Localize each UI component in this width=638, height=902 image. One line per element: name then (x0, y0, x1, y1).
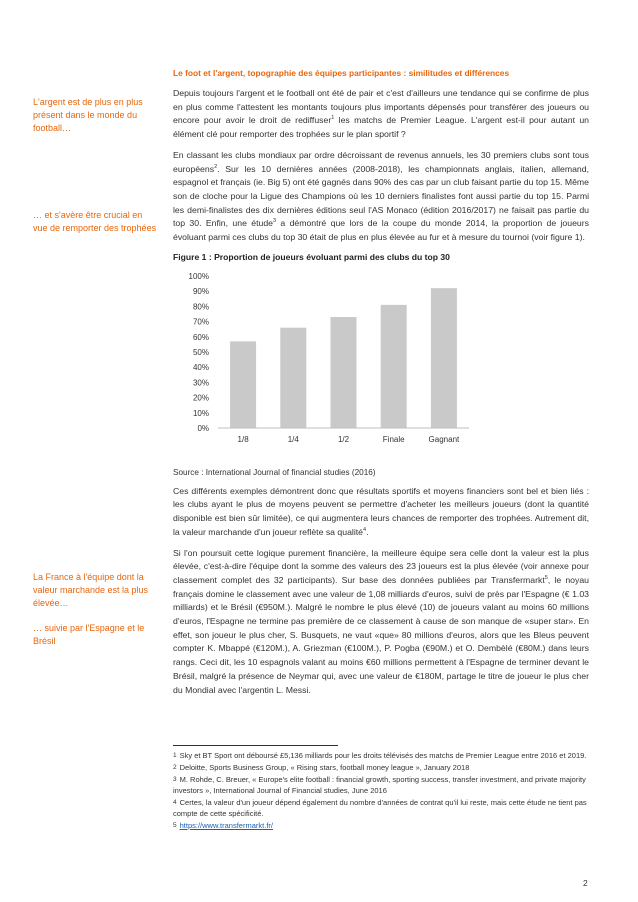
bar-chart (173, 268, 589, 458)
main-column (173, 68, 589, 704)
figure-title: Figure 1 : Proportion de joueurs évoluant parmi des clubs du top 30 (173, 251, 450, 262)
footnote-ref-5: 5 (544, 575, 548, 582)
y-tick-label: 0% (197, 423, 209, 433)
y-tick-label: 20% (192, 393, 209, 403)
bar-finale (381, 305, 407, 428)
x-tick-label: Finale (382, 434, 405, 444)
footnote-1: 1 Sky et BT Sport ont déboursé £5,136 milliards pour les droits télévisés des matchs de Premier League entre 2016 et 2019. (173, 751, 587, 760)
sidebar-note-2: … et s'avère être crucial en vue de remporter des trophées (33, 210, 157, 233)
y-tick-label: 40% (192, 362, 209, 372)
figure-source: Source : International Journal of financial studies (2016) (173, 467, 376, 477)
y-tick-label: 90% (192, 286, 209, 296)
y-tick-label: 10% (192, 408, 209, 418)
x-tick-label: 1/2 (337, 434, 350, 444)
x-tick-label: Gagnant (428, 434, 460, 444)
bar-gagnant (431, 288, 457, 428)
section-heading: Le foot et l'argent, topographie des équipes participantes : similitudes et différences (173, 68, 510, 78)
y-tick-label: 30% (192, 378, 209, 388)
sidebar-note-3: La France à l'équipe dont la valeur marchande est la plus élevée… (33, 572, 149, 608)
footnote-ref-1: 1 (331, 115, 335, 122)
x-tick-label: 1/4 (287, 434, 299, 444)
transfermarkt-link[interactable]: https://www.transfermarkt.fr/ (179, 821, 273, 830)
footnotes (173, 750, 589, 832)
paragraph-2: En classant les clubs mondiaux par ordre décroissant de revenus annuels, les 30 premiers clubs sont tous européens$^2$. Sur les 10 dernières années (2008-2018), les championnats anglais, italien, allemand, espagnol et français (ie. Big 5) ont été gagnés dans 90% des cas par un club faisant partie du top 15. Même son de cloche pour la Ligue des Champions où les 10 derniers finalistes font aussi partie du top 15. Parmi les demi-finalistes des dix dernières éditions seul l'AS Monaco (édition 2016/2017) ne faisait pas partie du top 30. Enfin, une étude$^3$ a démontré que lors de la coupe du monde 2014, la proportion de joueurs évoluant parmi ces clubs du top 30 était de plus en plus élevée au fur et à mesure du tournoi (voir figure 1). (173, 149, 589, 243)
chart-svg (173, 268, 589, 458)
paragraph-4: Si l'on poursuit cette logique purement financière, la meilleure équipe sera celle dont la valeur est la plus élevée, c'est-à-dire l'équipe dont la somme des valeurs des 23 joueurs est la plus élevée (voir annexe pour classement complet des 32 participants). Sur base des données publiées par Transfermarkt$^5$, le noyau français domine le classement avec une valeur de 1,08 milliards d'euros, suivi de près par l'Espagne (€ 1.03 milliards) et le Brésil (€950M.). Malgré le nombre le plus élevé (10) de joueurs valant au moins 60 millions d'euros, l'Espagne ne termine pas première de ce classement à cause de son manque de «super star». En effet, son joueur le plus cher, S. Busquets, ne vaut «que» 80 millions d'euros, alors que les Bleus peuvent compter K. Mbappé (€120M.), A. Griezman (€100M.), P. Pogba (€90M.) et O. Dembèlé (€80M.) dans leurs rangs. Ceci dit, les 10 espagnols valant au moins €60 millions permettent à l'Espagne de terminer devant le Brésil, malgré la présence de Neymar qui, avec une valeur de €180M, partage le titre de joueur le plus cher du Mondial avec l'argentin L. Messi. (173, 547, 589, 695)
footnote-ref-2: 2 (214, 163, 218, 170)
bar-1-2 (331, 317, 357, 428)
x-tick-label: 1/8 (237, 434, 249, 444)
bar-1-4 (280, 327, 306, 427)
sidebar-note-4: … suivie par l'Espagne et le Brésil (33, 623, 145, 646)
y-tick-label: 80% (192, 302, 209, 312)
footnote-ref-4: 4 (363, 526, 367, 533)
page-number: 2 (583, 878, 588, 888)
footnote-3: 3 M. Rohde, C. Breuer, « Europe's elite football : financial growth, sporting success, transfer investment, and private majority investors », International Journal of Financial studies, June 2016 (173, 775, 586, 795)
y-tick-label: 60% (192, 332, 209, 342)
y-tick-label: 50% (192, 347, 209, 357)
footnote-separator (173, 745, 338, 746)
bar-1-8 (230, 341, 256, 428)
sidebar-note-1: L'argent est de plus en plus présent dans le monde du football… (33, 97, 143, 133)
footnote-2: 2 Deloitte, Sports Business Group, « Rising stars, football money league », January 2018 (173, 763, 470, 772)
footnote-4: 4 Certes, la valeur d'un joueur dépend également du nombre d'années de contrat qu'il lui reste, mais cette étude ne tient pas compte de cette spécificité. (173, 798, 587, 818)
footnote-5: 5 https://www.transfermarkt.fr/ (173, 821, 273, 830)
y-tick-label: 70% (192, 317, 209, 327)
paragraph-1: Depuis toujours l'argent et le football ont été de pair et c'est d'ailleurs une tendance qui se confirme de plus en plus comme l'attestent les montants toujours plus importants dépensés pour transférer des joueurs ou encore pour avoir le droit de rediffuser$^1$ les matchs de Premier League. L'argent est-il pour autant un élément clé pour remporter des trophées sur le plan sportif ? (173, 88, 589, 140)
footnote-ref-3: 3 (272, 218, 277, 225)
y-tick-label: 100% (188, 271, 209, 281)
paragraph-3: Ces différents exemples démontrent donc que résultats sportifs et moyens financiers sont bel et bien liés : les clubs ayant le plus de moyens peuvent se permettre d'acheter les meilleurs joueurs (dont la quantité disponible est bien sûr limitée), ce qui augmentera leurs chances de remporter des trophées. Autrement dit, la valeur marchande d'un joueur reflète sa qualité$^4$. (173, 485, 589, 537)
